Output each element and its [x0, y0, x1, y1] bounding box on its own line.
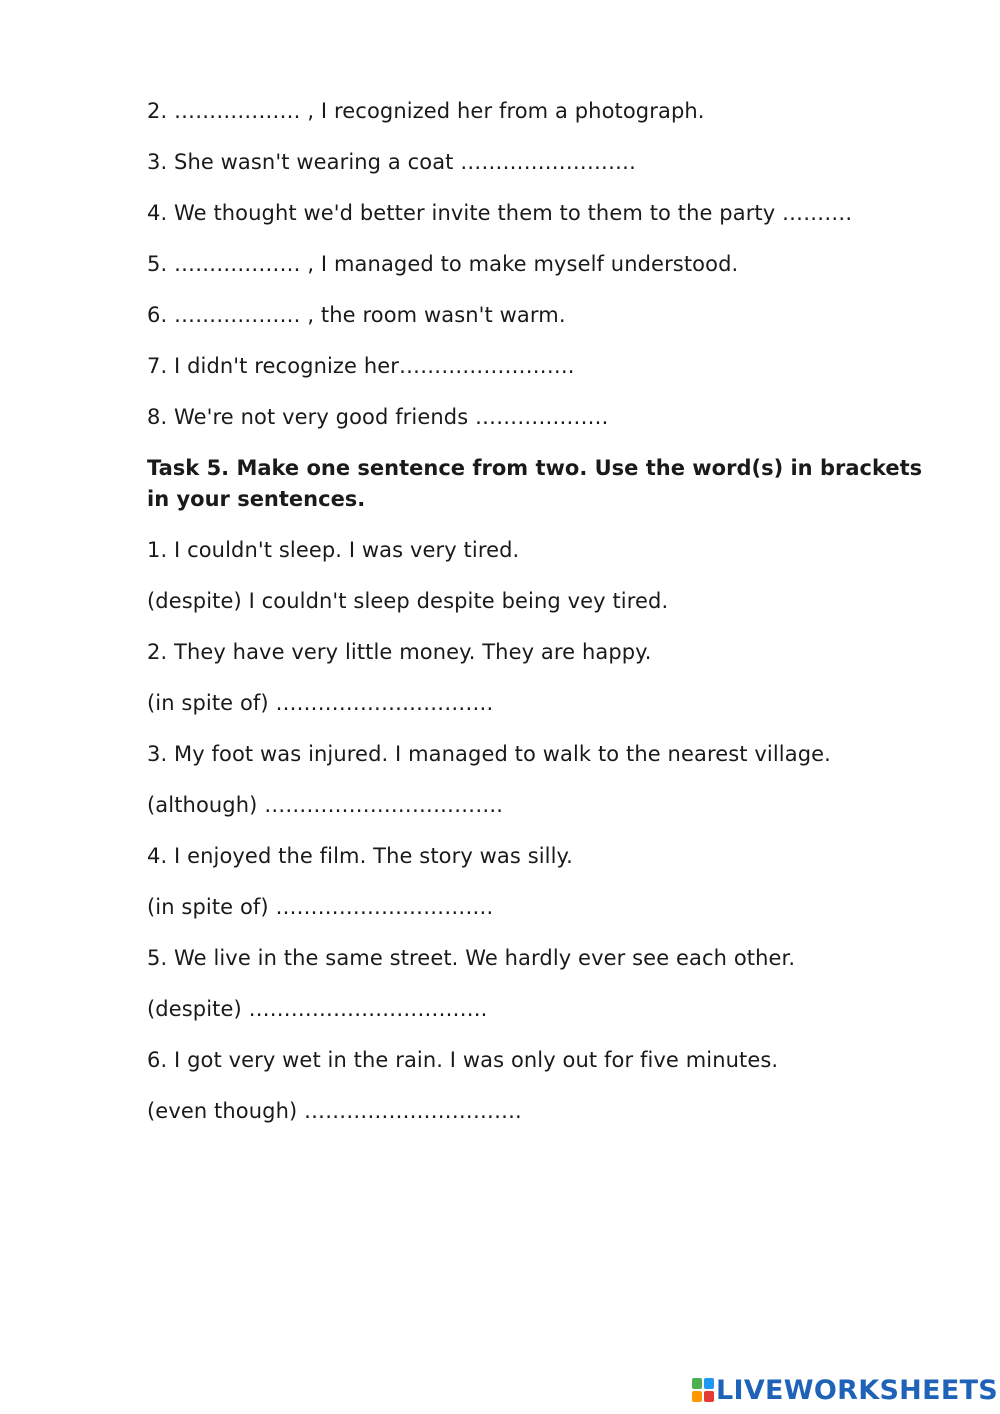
exercise-line-8: 8. We're not very good friends ………………. — [147, 405, 609, 429]
exercise-line-5: 5. ……………… , I managed to make myself understood. — [147, 252, 739, 276]
task5-item-6: 6. I got very wet in the rain. I was only out for five minutes. — [147, 1048, 779, 1072]
task5-answer-2[interactable]: (in spite of) …………………………. — [147, 691, 494, 715]
task5-item-3: 3. My foot was injured. I managed to walk to the nearest village. — [147, 742, 831, 766]
task5-item-5: 5. We live in the same street. We hardly ever see each other. — [147, 946, 796, 970]
exercise-line-6: 6. ……………… , the room wasn't warm. — [147, 303, 566, 327]
exercise-line-2: 2. ……………… , I recognized her from a photograph. — [147, 99, 705, 123]
exercise-line-4: 4. We thought we'd better invite them to them to the party ………. — [147, 201, 853, 225]
task5-answer-1: (despite) I couldn't sleep despite being vey tired. — [147, 589, 669, 613]
logo-mark-icon — [692, 1378, 714, 1402]
task5-answer-4[interactable]: (in spite of) …………………………. — [147, 895, 494, 919]
task5-answer-6[interactable]: (even though) …………………………. — [147, 1099, 522, 1123]
exercise-line-7: 7. I didn't recognize her……………………. — [147, 354, 575, 378]
exercise-line-3: 3. She wasn't wearing a coat ……………………. — [147, 150, 636, 174]
task5-item-2: 2. They have very little money. They are happy. — [147, 640, 652, 664]
liveworksheets-logo — [692, 1375, 998, 1405]
logo-text: LIVEWORKSHEETS — [716, 1374, 999, 1406]
task5-answer-3[interactable]: (although) ……………………………. — [147, 793, 504, 817]
task5-item-1: 1. I couldn't sleep. I was very tired. — [147, 538, 520, 562]
task5-heading: Task 5. Make one sentence from two. Use the word(s) in brackets in your sentences. — [147, 456, 923, 511]
task5-item-4: 4. I enjoyed the film. The story was silly. — [147, 844, 573, 868]
task5-answer-5[interactable]: (despite) ……………………………. — [147, 997, 488, 1021]
